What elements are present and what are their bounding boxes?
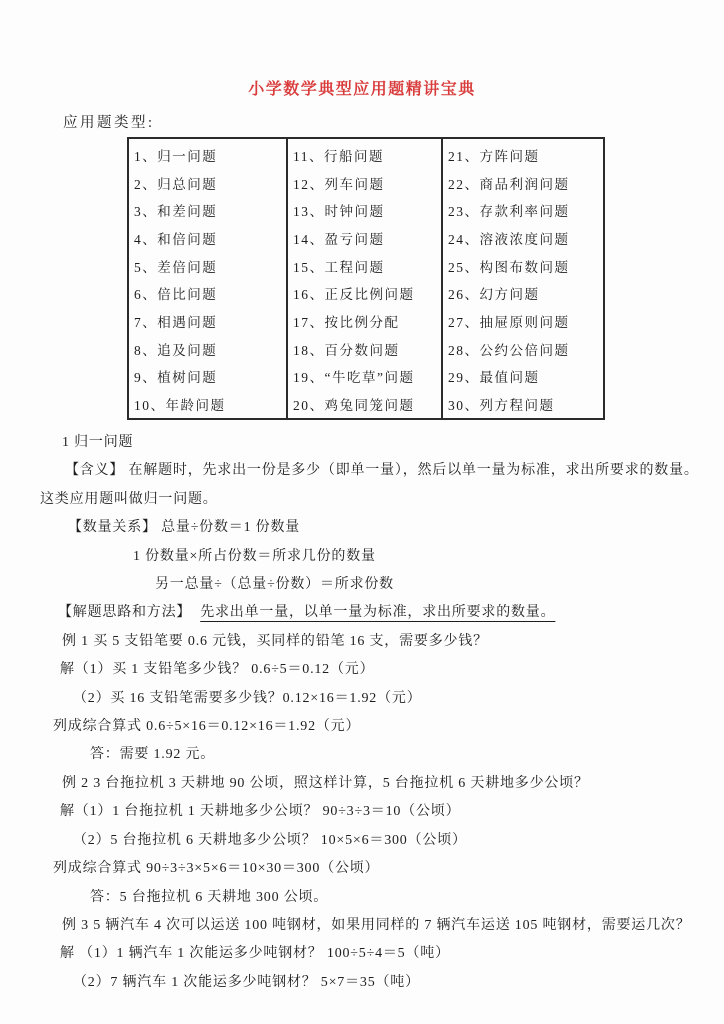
example2-step1: 解（1）1 台拖拉机 1 天耕地多少公顷？ 90÷3÷3＝10（公顷） (60, 804, 461, 820)
table-cell: 8、追及问题 (134, 342, 218, 358)
document-title: 小学数学典型应用题精讲宝典 (248, 81, 476, 98)
method-text: 先求出单一量，以单一量为标准，求出所要求的数量。 (200, 605, 556, 621)
relation-line-3: 另一总量÷（总量÷份数）＝所求份数 (155, 577, 394, 593)
method-line (40, 599, 704, 627)
example3-step2: （2）7 辆汽车 1 次能运多少吨钢材？ 5×7＝35（吨） (73, 974, 420, 990)
example3-problem: 例 3 5 辆汽车 4 次可以运送 100 吨钢材，如果用同样的 7 辆汽车运送 105 吨钢材，需要运几次？ (62, 917, 691, 933)
table-cell: 18、百分数问题 (293, 342, 400, 358)
example2-problem: 例 2 3 台拖拉机 3 天耕地 90 公顷，照这样计算，5 台拖拉机 6 天耕地多少公顷？ (62, 775, 589, 791)
table-cell: 25、构图布数问题 (448, 259, 570, 275)
table-cell: 5、差倍问题 (134, 259, 218, 275)
table-cell: 1、归一问题 (134, 148, 218, 164)
meaning-paragraph: 【含义】 在解题时，先求出一份是多少（即单一量），然后以单一量为标准，求出所要求的数量。这类应用题叫做归一问题。 (40, 463, 699, 507)
table-cell: 14、盈亏问题 (293, 231, 385, 247)
example1-problem: 例 1 买 5 支铅笔要 0.6 元钱，买同样的铅笔 16 支，需要多少钱？ (62, 633, 488, 649)
table-cell: 19、“牛吃草”问题 (293, 370, 415, 386)
problem-types-table (127, 137, 605, 420)
table-cell: 13、时钟问题 (293, 204, 385, 220)
example2-combined: 列成综合算式 90÷3÷3×5×6＝10×30＝300（公顷） (53, 861, 380, 877)
example1-answer: 答：需要 1.92 元。 (90, 747, 216, 763)
table-cell: 11、行船问题 (293, 148, 384, 164)
table-column-2 (286, 139, 441, 418)
table-cell: 22、商品利润问题 (448, 176, 570, 192)
example1-step1: 解（1）买 1 支铅笔多少钱？ 0.6÷5＝0.12（元） (60, 662, 375, 678)
table-cell: 12、列车问题 (293, 176, 385, 192)
table-cell: 7、相遇问题 (134, 314, 218, 330)
section-heading: 1 归一问题 (62, 435, 134, 450)
table-cell: 16、正反比例问题 (293, 287, 415, 303)
table-column-1 (129, 139, 286, 418)
table-cell: 23、存款利率问题 (448, 204, 570, 220)
section-body (40, 429, 704, 997)
method-label: 【解题思路和方法】 (58, 605, 192, 621)
table-cell: 27、抽屉原则问题 (448, 314, 570, 330)
table-cell: 21、方阵问题 (448, 148, 540, 164)
table-cell: 24、溶液浓度问题 (448, 231, 570, 247)
example1-step2: （2）买 16 支铅笔需要多少钱？0.12×16＝1.92（元） (73, 690, 422, 706)
table-cell: 30、列方程问题 (448, 398, 555, 414)
table-cell: 26、幻方问题 (448, 287, 540, 303)
types-label: 应用题类型: (63, 115, 155, 131)
table-cell: 2、归总问题 (134, 176, 218, 192)
example2-answer: 答：5 台拖拉机 6 天耕地 300 公顷。 (90, 889, 329, 905)
table-cell: 28、公约公倍问题 (448, 342, 570, 358)
table-cell: 4、和倍问题 (134, 231, 218, 247)
relation-line-1: 【数量关系】 总量÷份数＝1 份数量 (68, 520, 301, 536)
table-cell: 29、最值问题 (448, 370, 540, 386)
relation-line-2: 1 份数量×所占份数＝所求几份的数量 (133, 548, 376, 564)
table-cell: 6、倍比问题 (134, 287, 218, 303)
table-cell: 17、按比例分配 (293, 314, 400, 330)
example1-combined: 列成综合算式 0.6÷5×16＝0.12×16＝1.92（元） (53, 719, 361, 735)
example3-step1: 解 （1）1 辆汽车 1 次能运多少吨钢材？ 100÷5÷4＝5（吨） (60, 946, 450, 962)
table-cell: 20、鸡兔同笼问题 (293, 398, 415, 414)
example2-step2: （2）5 台拖拉机 6 天耕地多少公顷？ 10×5×6＝300（公顷） (73, 832, 467, 848)
table-column-3 (441, 139, 603, 418)
table-cell: 9、植树问题 (134, 370, 218, 386)
table-cell: 10、年龄问题 (134, 398, 226, 414)
table-cell: 3、和差问题 (134, 204, 218, 220)
table-cell: 15、工程问题 (293, 259, 385, 275)
